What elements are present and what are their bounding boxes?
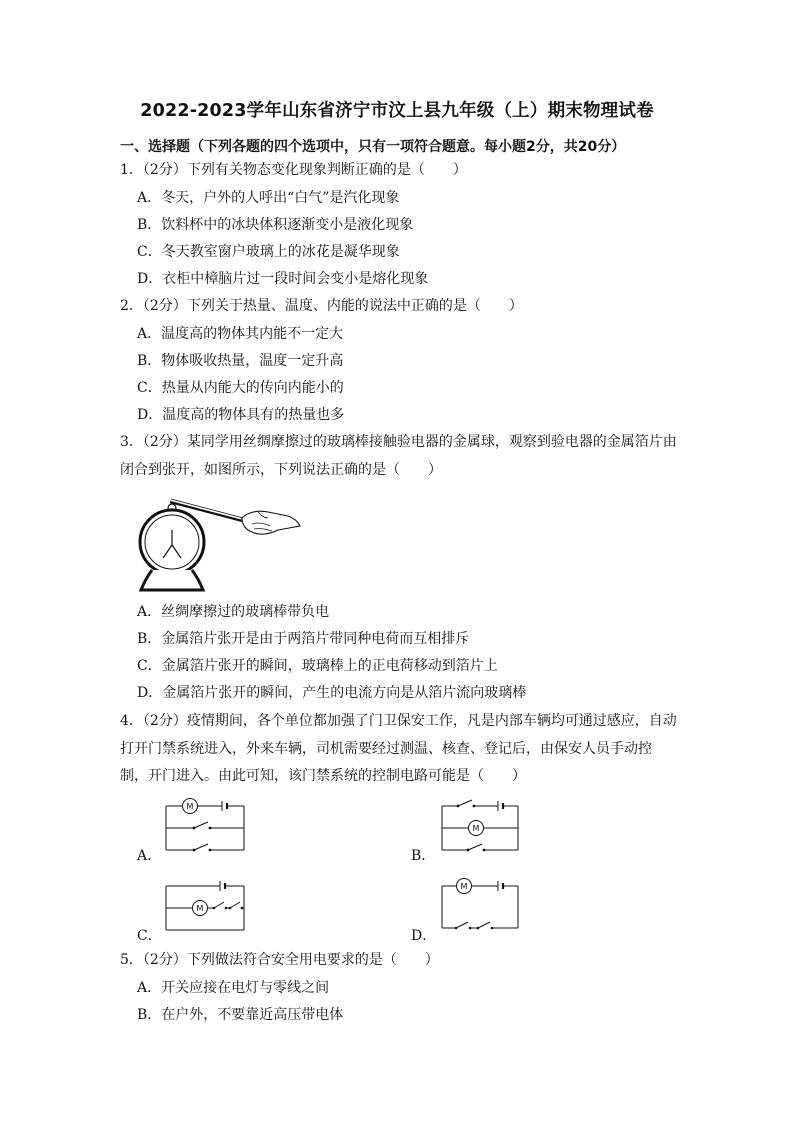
- circuit-c-diagram[interactable]: [160, 878, 248, 934]
- question-4-option-b-label[interactable]: B．: [411, 848, 436, 864]
- question-4-stem-line-2: 打开门禁系统进入，外来车辆，司机需要经过测温、核查、登记后，由保安人员手动控: [120, 741, 652, 757]
- motor-label-b: M: [472, 824, 480, 833]
- question-2-option-c[interactable]: C．热量从内能大的传向内能小的: [137, 380, 344, 396]
- question-3-option-b[interactable]: B．金属箔片张开是由于两箔片带同种电荷而互相排斥: [137, 631, 470, 647]
- question-5-option-a[interactable]: A．开关应接在电灯与零线之间: [137, 980, 330, 996]
- question-3-stem-line-2: 闭合到张开，如图所示，下列说法正确的是（ ）: [120, 462, 442, 478]
- page-title: 2022-2023学年山东省济宁市汶上县九年级（上）期末物理试卷: [140, 101, 654, 121]
- question-2-option-d[interactable]: D．温度高的物体具有的热量也多: [137, 407, 345, 423]
- question-4-stem-line-1: 4．（2分）疫情期间，各个单位都加强了门卫保安工作，凡是内部车辆均可通过感应，自动: [120, 713, 677, 729]
- question-4-option-d-label[interactable]: D．: [411, 928, 437, 944]
- section-heading: 一、选择题（下列各题的四个选项中，只有一项符合题意。每小题2分，共20分）: [120, 139, 626, 155]
- question-2-option-b[interactable]: B．物体吸收热量，温度一定升高: [137, 353, 344, 369]
- circuit-b-diagram[interactable]: [436, 798, 524, 854]
- question-4-stem-line-3: 制，开门进入。由此可知，该门禁系统的控制电路可能是（ ）: [120, 768, 526, 784]
- question-3-option-c[interactable]: C．金属箔片张开的瞬间，玻璃棒上的正电荷移动到箔片上: [137, 658, 498, 674]
- electroscope-figure: [138, 490, 308, 595]
- question-2-stem: 2．（2分）下列关于热量、温度、内能的说法中正确的是（ ）: [120, 298, 523, 314]
- motor-label-a: M: [186, 802, 194, 811]
- question-3-option-a[interactable]: A．丝绸摩擦过的玻璃棒带负电: [137, 604, 330, 620]
- question-3-option-d[interactable]: D．金属箔片张开的瞬间，产生的电流方向是从箔片流向玻璃棒: [137, 685, 527, 701]
- circuit-d-diagram[interactable]: [436, 876, 524, 932]
- motor-label-d: M: [460, 882, 468, 891]
- question-4-option-a-label[interactable]: A．: [137, 848, 162, 864]
- question-1-option-d[interactable]: D．衣柜中樟脑片过一段时间会变小是熔化现象: [137, 271, 429, 287]
- question-1-option-b[interactable]: B．饮料杯中的冰块体积逐渐变小是液化现象: [137, 217, 414, 233]
- question-1-stem: 1．（2分）下列有关物态变化现象判断正确的是（ ）: [120, 162, 467, 178]
- question-1-option-a[interactable]: A．冬天，户外的人呼出“白气”是汽化现象: [137, 190, 400, 206]
- question-1-option-c[interactable]: C．冬天教室窗户玻璃上的冰花是凝华现象: [137, 244, 400, 260]
- circuit-a-diagram[interactable]: [160, 798, 248, 854]
- question-2-option-a[interactable]: A．温度高的物体其内能不一定大: [137, 326, 344, 342]
- question-5-stem: 5．（2分）下列做法符合安全用电要求的是（ ）: [120, 952, 439, 968]
- question-5-option-b[interactable]: B．在户外，不要靠近高压带电体: [137, 1007, 344, 1023]
- question-3-stem-line-1: 3．（2分）某同学用丝绸摩擦过的玻璃棒接触验电器的金属球，观察到验电器的金属箔片由: [120, 434, 677, 450]
- question-4-option-c-label[interactable]: C．: [137, 928, 162, 944]
- motor-label-c: M: [196, 904, 204, 913]
